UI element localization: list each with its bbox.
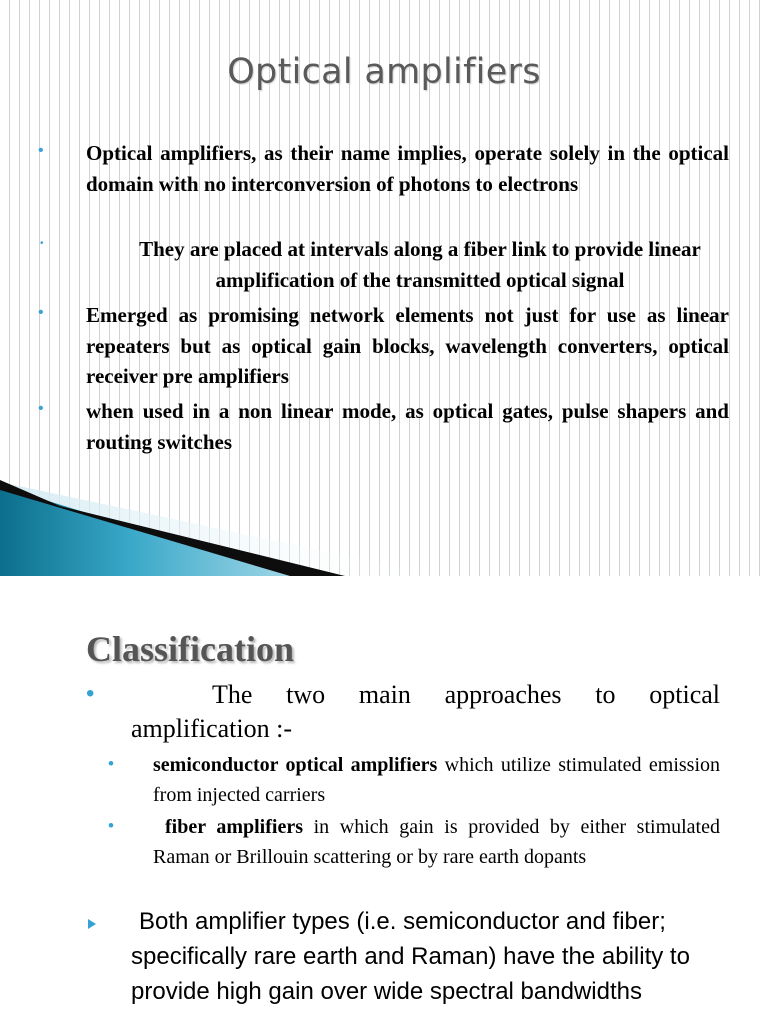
bullet-text [110, 234, 730, 295]
bullet-icon: • [38, 142, 44, 159]
bullet-text: The two main approaches to optical amplification :- [131, 680, 720, 743]
bullet-icon: • [108, 754, 114, 773]
bullet-icon: • [108, 816, 114, 835]
bullet-icon: • [86, 680, 95, 707]
decorative-swoosh [0, 440, 768, 576]
sub-bullet-fiber [153, 812, 720, 872]
term-bold: fiber amplifiers [165, 816, 303, 838]
term-description: which utilize stimulated emission from injected carriers [153, 754, 720, 806]
bullet-text: Emerged as promising network elements not just for use as linear repeaters but as optical gain blocks, wavelength converters, optical receiver pre amplifiers [86, 303, 729, 388]
sub-bullet-semiconductor [153, 750, 720, 810]
arrow-bullet-icon [88, 919, 96, 929]
bullet-text: Optical amplifiers, as their name implies, operate solely in the optical domain with no interconversion of photons to electrons [86, 141, 729, 196]
bullet-text: Both amplifier types (i.e. semiconductor and fiber; specifically rare earth and Raman) have the ability to provide high gain over wide spectral bandwidths [131, 908, 690, 1005]
term-bold: semiconductor optical amplifiers [153, 754, 438, 776]
slide-classification [0, 576, 768, 1024]
bullet-icon: • [38, 304, 44, 321]
bullet-icon: • [38, 400, 44, 417]
bullet-text-content: They are placed at intervals along a fiber link to provide linear amplification of the transmitted optical signal [139, 237, 701, 292]
slide-title: Optical amplifiers [227, 52, 541, 92]
bullet-icon: • [40, 238, 44, 249]
term-description: in which gain is provided by either stimulated Raman or Brillouin scattering or by rare earth dopants [153, 816, 720, 868]
slide-title: Classification [86, 629, 295, 669]
bullet-text: when used in a non linear mode, as optical gates, pulse shapers and routing switches [86, 399, 729, 454]
